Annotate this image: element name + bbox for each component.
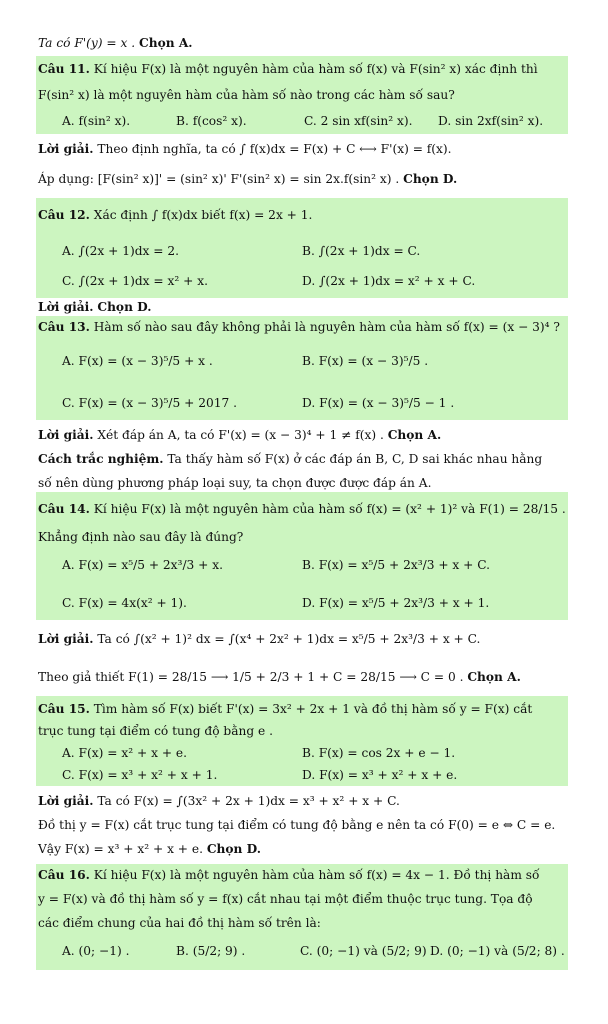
q14-stem-2: Khẳng định nào sau đây là đúng?: [38, 530, 244, 544]
intro-answer: Chọn A.: [139, 36, 193, 50]
q13-label: Câu 13.: [38, 320, 90, 334]
q14-solution-label: Lời giải.: [38, 632, 94, 646]
q15-solution-text-3: Vậy F(x) = x³ + x² + x + e.: [38, 842, 203, 856]
intro-line: [38, 36, 193, 50]
q12-stem: [38, 208, 312, 222]
q13-solution: [38, 428, 441, 442]
q14-solution-text-2: Theo giả thiết F(1) = 28/15 ⟶ 1/5 + 2/3 + 1 + C = 28/15 ⟶ C = 0 .: [38, 670, 464, 684]
q14-stem-text-1: Kí hiệu F(x) là một nguyên hàm của hàm số f(x) = (x² + 1)² và F(1) = 28/15 .: [93, 502, 566, 516]
q13-solution-text: Xét đáp án A, ta có F'(x) = (x − 3)⁴ + 1 ≠ f(x) .: [97, 428, 384, 442]
q12-stem-text: Xác định ∫ f(x)dx biết f(x) = 2x + 1.: [93, 208, 313, 222]
q14-answer: Chọn A.: [467, 670, 521, 684]
q13-stem: [38, 320, 560, 334]
q14-solution-2: [38, 670, 521, 684]
q12-solution: [38, 300, 152, 314]
q11-option-d: D. sin 2xf(sin² x).: [438, 114, 544, 128]
q13-stem-text: Hàm số nào sau đây không phải là nguyên hàm của hàm số f(x) = (x − 3)⁴ ?: [93, 320, 560, 334]
q16-stem-2: y = F(x) và đồ thị hàm số y = f(x) cắt nhau tại một điểm thuộc trục tung. Tọa độ: [38, 892, 533, 906]
q14-stem-1: [38, 502, 566, 516]
q12-option-a: A. ∫(2x + 1)dx = 2.: [62, 244, 180, 258]
q15-solution-label: Lời giải.: [38, 794, 94, 808]
q11-option-b: B. f(cos² x).: [176, 114, 247, 128]
q11-stem-text-1: Kí hiệu F(x) là một nguyên hàm của hàm số f(x) và F(sin² x) xác định thì: [93, 62, 538, 76]
q14-option-b: B. F(x) = x⁵/5 + 2x³/3 + x + C.: [302, 558, 491, 572]
q12-answer: Chọn D.: [97, 300, 152, 314]
q16-option-d: D. (0; −1) và (5/2; 8) .: [430, 944, 565, 958]
q13-option-a: A. F(x) = (x − 3)⁵/5 + x .: [62, 354, 213, 368]
intro-text: Ta có F'(y) = x .: [38, 36, 136, 50]
q15-option-a: A. F(x) = x² + x + e.: [62, 746, 187, 760]
q14-label: Câu 14.: [38, 502, 90, 516]
q16-stem-text-1: Kí hiệu F(x) là một nguyên hàm của hàm số f(x) = 4x − 1. Đồ thị hàm số: [93, 868, 540, 882]
q15-solution-text-1: Ta có F(x) = ∫(3x² + 2x + 1)dx = x³ + x² + x + C.: [97, 794, 400, 808]
q15-solution-3: [38, 842, 261, 856]
q12-option-c: C. ∫(2x + 1)dx = x² + x.: [62, 274, 208, 288]
q14-solution-text-1: Ta có ∫(x² + 1)² dx = ∫(x⁴ + 2x² + 1)dx = x⁵/5 + 2x³/3 + x + C.: [97, 632, 481, 646]
q14-option-c: C. F(x) = 4x(x² + 1).: [62, 596, 187, 610]
q16-option-c: C. (0; −1) và (5/2; 9) .: [300, 944, 435, 958]
q16-stem-3: các điểm chung của hai đồ thị hàm số trên là:: [38, 916, 321, 930]
q15-option-b: B. F(x) = cos 2x + e − 1.: [302, 746, 456, 760]
q11-solution-1: [38, 142, 452, 156]
q13-answer: Chọn A.: [387, 428, 442, 442]
q11-solution-text-2: Áp dụng: [F(sin² x)]' = (sin² x)' F'(sin² x) = sin 2x.f(sin² x) .: [38, 172, 400, 186]
q11-option-a: A. f(sin² x).: [62, 114, 131, 128]
q15-label: Câu 15.: [38, 702, 90, 716]
q13-extra-1: [38, 452, 542, 466]
q12-solution-label: Lời giải.: [38, 300, 94, 314]
q11-solution-text-1: Theo định nghĩa, ta có ∫ f(x)dx = F(x) + C ⟷ F'(x) = f(x).: [97, 142, 452, 156]
q16-label: Câu 16.: [38, 868, 90, 882]
q11-solution-label: Lời giải.: [38, 142, 94, 156]
q11-label: Câu 11.: [38, 62, 90, 76]
q14-solution-1: [38, 632, 480, 646]
q11-option-c: C. 2 sin xf(sin² x).: [304, 114, 413, 128]
q13-option-b: B. F(x) = (x − 3)⁵/5 .: [302, 354, 429, 368]
q14-option-a: A. F(x) = x⁵/5 + 2x³/3 + x.: [62, 558, 224, 572]
q16-option-a: A. (0; −1) .: [62, 944, 130, 958]
q16-stem-1: [38, 868, 539, 882]
q12-label: Câu 12.: [38, 208, 90, 222]
q15-answer: Chọn D.: [206, 842, 262, 856]
q13-extra-2: số nên dùng phương pháp loại suy, ta chọn được được đáp án A.: [38, 476, 432, 490]
q15-option-d: D. F(x) = x³ + x² + x + e.: [302, 768, 458, 782]
q12-option-b: B. ∫(2x + 1)dx = C.: [302, 244, 421, 258]
q16-option-b: B. (5/2; 9) .: [176, 944, 246, 958]
q15-solution-1: [38, 794, 400, 808]
q11-stem-2: F(sin² x) là một nguyên hàm của hàm số nào trong các hàm số sau?: [38, 88, 455, 102]
q11-answer: Chọn D.: [403, 172, 458, 186]
q13-extra-label: Cách trắc nghiệm.: [38, 452, 164, 466]
q13-option-d: D. F(x) = (x − 3)⁵/5 − 1 .: [302, 396, 455, 410]
q13-solution-label: Lời giải.: [38, 428, 94, 442]
q15-option-c: C. F(x) = x³ + x² + x + 1.: [62, 768, 218, 782]
q14-option-d: D. F(x) = x⁵/5 + 2x³/3 + x + 1.: [302, 596, 490, 610]
q11-solution-2: [38, 172, 457, 186]
q13-option-c: C. F(x) = (x − 3)⁵/5 + 2017 .: [62, 396, 238, 410]
q15-stem-2: trục tung tại điểm có tung độ bằng e .: [38, 724, 273, 738]
q15-stem-text-1: Tìm hàm số F(x) biết F'(x) = 3x² + 2x + 1 và đồ thị hàm số y = F(x) cắt: [93, 702, 533, 716]
q15-stem-1: [38, 702, 532, 716]
q13-extra-text-1: Ta thấy hàm số F(x) ở các đáp án B, C, D sai khác nhau hằng: [167, 452, 543, 466]
q12-option-d: D. ∫(2x + 1)dx = x² + x + C.: [302, 274, 476, 288]
q15-solution-2: Đồ thị y = F(x) cắt trục tung tại điểm có tung độ bằng e nên ta có F(0) = e ⇔ C = e.: [38, 818, 556, 832]
q11-stem-1: [38, 62, 538, 76]
